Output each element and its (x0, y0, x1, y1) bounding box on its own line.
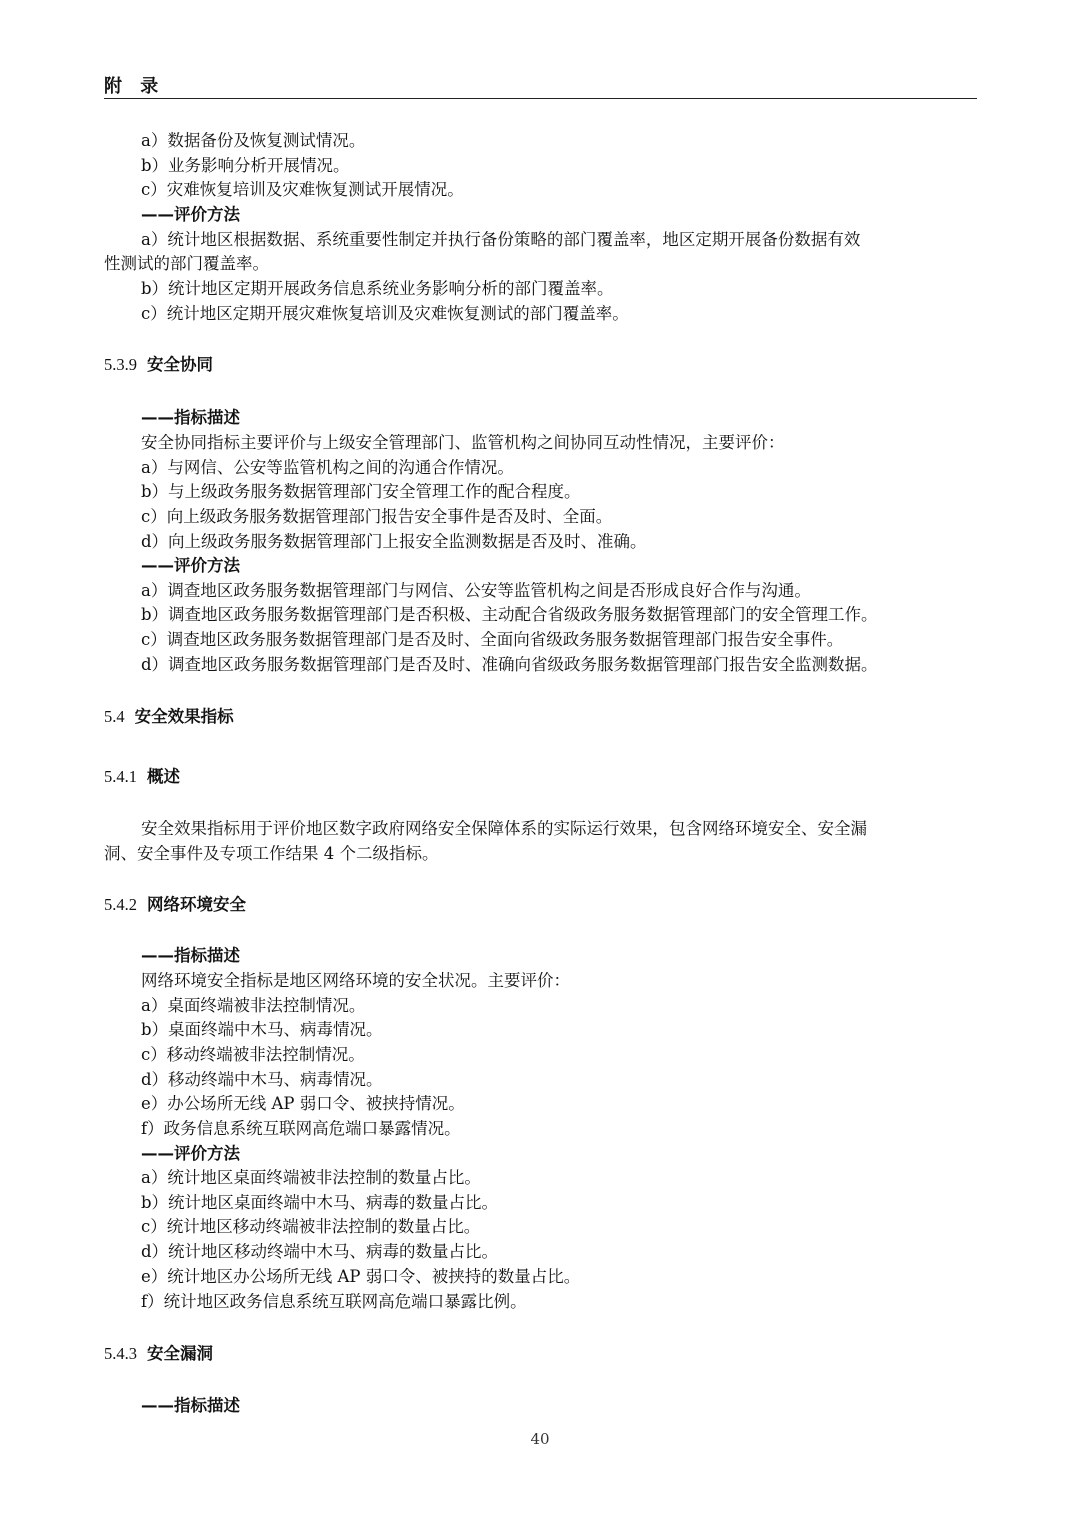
desc-label: ——指标描述 (141, 1396, 240, 1415)
list-item: c）统计地区定期开展灾难恢复培训及灾难恢复测试的部门覆盖率。 (141, 304, 629, 323)
desc-label: ——指标描述 (141, 408, 240, 427)
page-number: 40 (530, 1430, 550, 1448)
list-item: c）统计地区移动终端被非法控制的数量占比。 (141, 1217, 481, 1236)
section-heading (104, 353, 213, 377)
intro-text: 网络环境安全指标是地区网络环境的安全状况。主要评价： (141, 971, 570, 990)
desc-label: ——指标描述 (141, 946, 240, 965)
section-title: 安全协同 (147, 355, 213, 374)
list-item: b）统计地区定期开展政务信息系统业务影响分析的部门覆盖率。 (141, 279, 614, 298)
list-item: a）桌面终端被非法控制情况。 (141, 996, 366, 1015)
running-header: 附 录 (104, 76, 165, 97)
paragraph-line: a）统计地区根据数据、系统重要性制定并执行备份策略的部门覆盖率，地区定期开展备份数据有效 (141, 230, 861, 249)
paragraph-line: 安全效果指标用于评价地区数字政府网络安全保障体系的实际运行效果，包含网络环境安全、安全漏 (141, 819, 867, 838)
section-number: 5.4 (104, 707, 125, 726)
list-item: a）统计地区桌面终端被非法控制的数量占比。 (141, 1168, 481, 1187)
section-title: 网络环境安全 (147, 895, 246, 914)
header-rule (104, 98, 977, 99)
list-item: b）业务影响分析开展情况。 (141, 156, 350, 175)
section-heading (104, 893, 246, 917)
method-label: ——评价方法 (141, 556, 240, 575)
section-number: 5.4.1 (104, 767, 137, 786)
list-item: b）桌面终端中木马、病毒情况。 (141, 1020, 383, 1039)
list-item: e）统计地区办公场所无线 AP 弱口令、被挟持的数量占比。 (141, 1267, 581, 1286)
list-item: f）统计地区政务信息系统互联网高危端口暴露比例。 (141, 1292, 527, 1311)
list-item: c）移动终端被非法控制情况。 (141, 1045, 365, 1064)
list-item: a）与网信、公安等监管机构之间的沟通合作情况。 (141, 458, 514, 477)
section-heading (104, 765, 180, 789)
method-label: ——评价方法 (141, 1144, 240, 1163)
section-number: 5.4.2 (104, 895, 137, 914)
section-number: 5.3.9 (104, 355, 137, 374)
paragraph-line: 性测试的部门覆盖率。 (104, 254, 269, 273)
method-label: ——评价方法 (141, 205, 240, 224)
list-item: f）政务信息系统互联网高危端口暴露情况。 (141, 1119, 461, 1138)
list-item: d）统计地区移动终端中木马、病毒的数量占比。 (141, 1242, 499, 1261)
paragraph-line: 洞、安全事件及专项工作结果 4 个二级指标。 (104, 844, 439, 863)
section-number: 5.4.3 (104, 1344, 137, 1363)
list-item: a）调查地区政务服务数据管理部门与网信、公安等监管机构之间是否形成良好合作与沟通。 (141, 581, 811, 600)
section-heading (104, 1342, 213, 1366)
list-item: d）移动终端中木马、病毒情况。 (141, 1070, 383, 1089)
list-item: d）调查地区政务服务数据管理部门是否及时、准确向省级政务服务数据管理部门报告安全监测数据。 (141, 655, 878, 674)
list-item: d）向上级政务服务数据管理部门上报安全监测数据是否及时、准确。 (141, 532, 647, 551)
list-item: e）办公场所无线 AP 弱口令、被挟持情况。 (141, 1094, 465, 1113)
list-item: a）数据备份及恢复测试情况。 (141, 131, 366, 150)
list-item: c）灾难恢复培训及灾难恢复测试开展情况。 (141, 180, 464, 199)
intro-text: 安全协同指标主要评价与上级安全管理部门、监管机构之间协同互动性情况，主要评价： (141, 433, 785, 452)
list-item: c）向上级政务服务数据管理部门报告安全事件是否及时、全面。 (141, 507, 613, 526)
list-item: c）调查地区政务服务数据管理部门是否及时、全面向省级政务服务数据管理部门报告安全事件。 (141, 630, 844, 649)
list-item: b）调查地区政务服务数据管理部门是否积极、主动配合省级政务服务数据管理部门的安全管理工作。 (141, 605, 878, 624)
section-heading (104, 705, 234, 729)
section-title: 概述 (147, 767, 180, 786)
list-item: b）与上级政务服务数据管理部门安全管理工作的配合程度。 (141, 482, 581, 501)
section-title: 安全漏洞 (147, 1344, 213, 1363)
list-item: b）统计地区桌面终端中木马、病毒的数量占比。 (141, 1193, 499, 1212)
section-title: 安全效果指标 (134, 707, 234, 726)
